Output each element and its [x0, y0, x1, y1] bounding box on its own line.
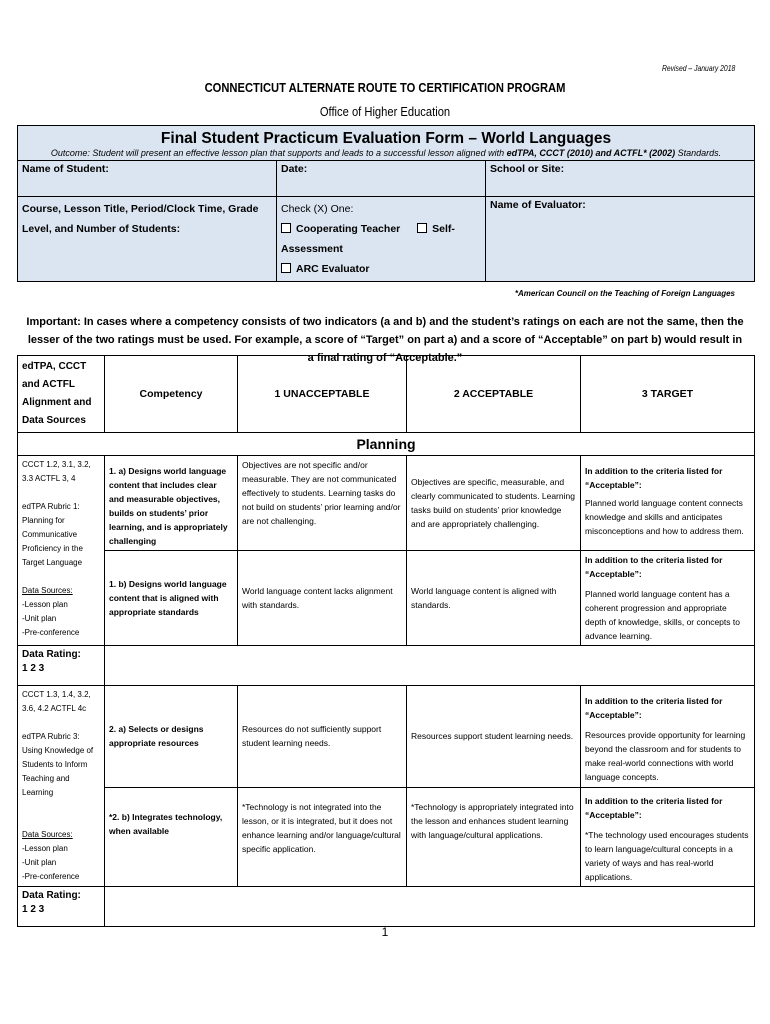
- target-2b: In addition to the criteria listed for “Acceptable”: *The technology used encourages students to learn language/cultural concepts in a variety of ways and has real-world applications.: [581, 787, 755, 887]
- date-field[interactable]: Date:: [277, 161, 486, 197]
- page-number: 1: [381, 925, 389, 939]
- arc-evaluator-checkbox[interactable]: ARC Evaluator: [281, 259, 481, 279]
- unacceptable-2a: Resources do not sufficiently support student learning needs.: [238, 686, 407, 788]
- data-rating-2-field[interactable]: [105, 887, 755, 927]
- alignment-cell-1: CCCT 1.2, 3.1, 3.2, 3.3 ACTFL 3, 4 edTPA Rubric 1: Planning for Communicative Proficiency in the Target Language Data Sources: -Lesson plan -Unit plan -Pre-conference: [18, 456, 105, 646]
- target-1a: In addition to the criteria listed for “Acceptable”: Planned world language content connects knowledge and skills and anticipates misconceptions and how to address them.: [581, 456, 755, 551]
- competency-2b: *2. b) Integrates technology, when available: [105, 787, 238, 887]
- target-header: 3 TARGET: [581, 356, 755, 433]
- student-name-field[interactable]: Name of Student:: [18, 161, 277, 197]
- info-table: [17, 125, 755, 282]
- cooperating-teacher-checkbox[interactable]: Cooperating Teacher: [281, 223, 400, 235]
- unacceptable-2b: *Technology is not integrated into the lesson, or it is integrated, but it does not enhance learning and/or language/cultural specific application.: [238, 787, 407, 887]
- competency-2a: 2. a) Selects or designs appropriate resources: [105, 686, 238, 788]
- acceptable-header: 2 ACCEPTABLE: [407, 356, 581, 433]
- target-1b: In addition to the criteria listed for “Acceptable”: Planned world language content has a coherent progression and appropriate depth of knowledge, skills, or concepts to advance learning.: [581, 551, 755, 646]
- unacceptable-header: 1 UNACCEPTABLE: [238, 356, 407, 433]
- office-name: Office of Higher Education: [319, 104, 451, 119]
- unacceptable-1b: World language content lacks alignment with standards.: [238, 551, 407, 646]
- target-2a: In addition to the criteria listed for “Acceptable”: Resources provide opportunity for learning beyond the classroom and for students to make real-world connections with world language concepts.: [581, 686, 755, 788]
- self-assessment-checkbox[interactable]: Self-Assessment: [281, 223, 455, 255]
- school-field[interactable]: School or Site:: [486, 161, 755, 197]
- data-rating-2[interactable]: Data Rating: 1 2 3: [18, 887, 105, 927]
- acceptable-2b: *Technology is appropriately integrated into the lesson and enhances student learning with language/cultural applications.: [407, 787, 581, 887]
- form-title: Final Student Practicum Evaluation Form – World Languages: [160, 130, 612, 147]
- alignment-header: edTPA, CCCT and ACTFL Alignment and Data Sources: [18, 356, 105, 433]
- course-field[interactable]: Course, Lesson Title, Period/Clock Time, Grade Level, and Number of Students:: [18, 197, 277, 282]
- competency-1a: 1. a) Designs world language content that includes clear and measurable objectives, builds on students’ prior learning, and is appropriately challenging: [105, 456, 238, 551]
- data-rating-1[interactable]: Data Rating: 1 2 3: [18, 646, 105, 686]
- acceptable-1a: Objectives are specific, measurable, and clearly communicated to students. Learning tasks build on students’ prior knowledge and are appropriately challenging.: [407, 456, 581, 551]
- section-planning: Planning: [18, 433, 755, 456]
- alignment-cell-2: CCCT 1.3, 1.4, 3.2, 3.6, 4.2 ACTFL 4c edTPA Rubric 3: Using Knowledge of Students to Inform Teaching and Learning Data Sources: -Lesson plan -Unit plan -Pre-conference: [18, 686, 105, 887]
- evaluator-name-field[interactable]: Name of Evaluator:: [486, 197, 755, 282]
- revised-date: Revised – January 2018: [661, 64, 735, 73]
- rubric-table: [17, 355, 755, 927]
- acceptable-2a: Resources support student learning needs.: [407, 686, 581, 788]
- unacceptable-1a: Objectives are not specific and/or measurable. They are not communicated effectively to students. Learning tasks do not build on students’ prior learning and/or are not challenging.: [238, 456, 407, 551]
- program-title: CONNECTICUT ALTERNATE ROUTE TO CERTIFICATION PROGRAM: [204, 80, 566, 95]
- competency-header: Competency: [105, 356, 238, 433]
- acceptable-1b: World language content is aligned with standards.: [407, 551, 581, 646]
- footnote: *American Council on the Teaching of Foreign Languages: [514, 289, 735, 298]
- important-note: Important: In cases where a competency consists of two indicators (a and b) and the student’s ratings on each are not the same, then the lesser of the two ratings must be used. For example, a score of “Target” on part a) and a score of “Acceptable” on part b) would result in a final rating of “Acceptable.”: [26, 316, 744, 364]
- evaluator-type-group: Check (X) One: Cooperating Teacher Self-Assessment ARC Evaluator: [277, 197, 486, 282]
- outcome-statement: Outcome: Student will present an effective lesson plan that supports and leads to a successful lesson aligned with edTPA, CCCT (2010) and ACTFL* (2002) Standards.: [18, 148, 755, 161]
- competency-1b: 1. b) Designs world language content that is aligned with appropriate standards: [105, 551, 238, 646]
- data-rating-1-field[interactable]: [105, 646, 755, 686]
